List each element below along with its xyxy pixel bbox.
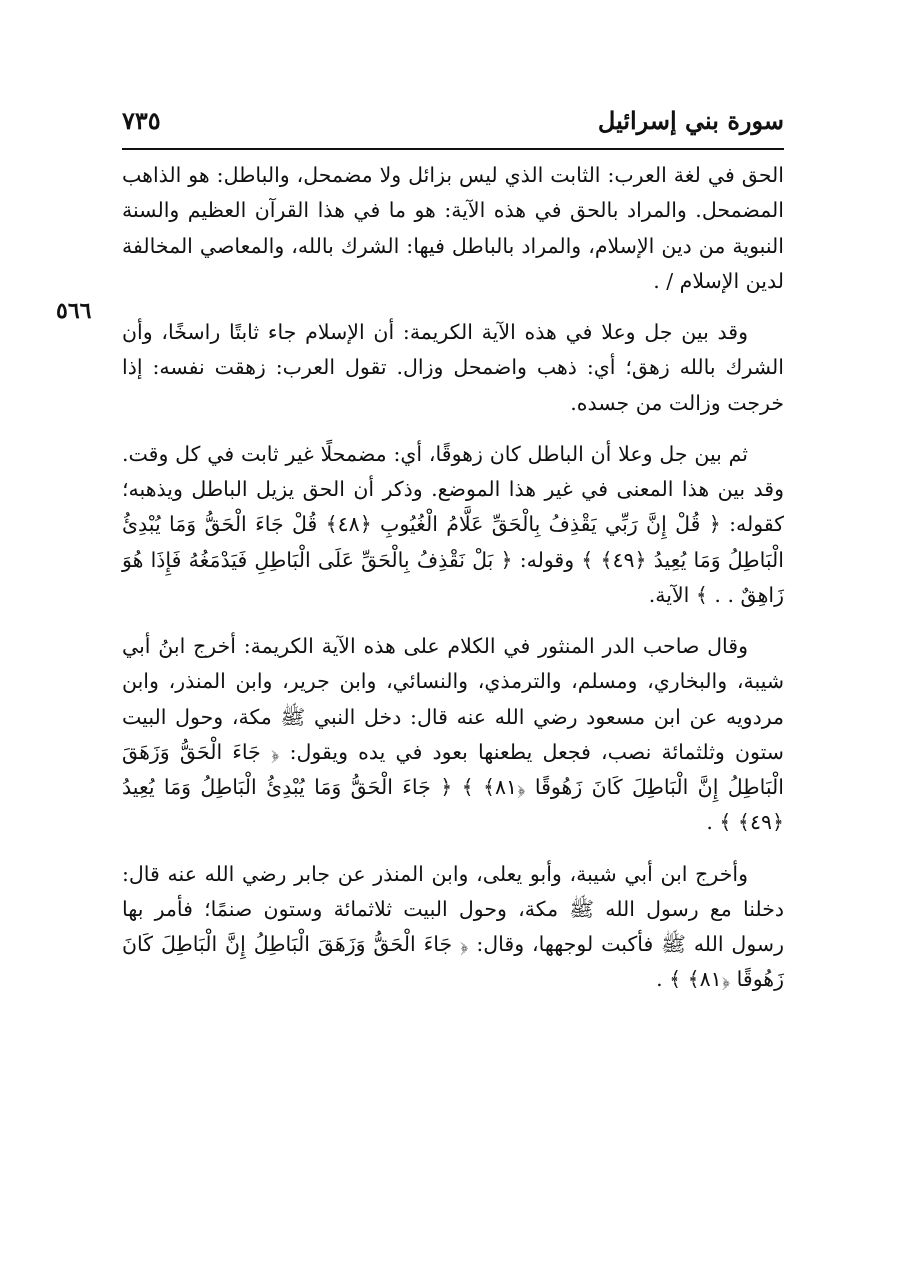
- paragraph-5: وأخرج ابن أبي شيبة، وأبو يعلى، وابن المنذر عن جابر رضي الله عنه قال: دخلنا مع رسول الله ﷺ مكة، وحول البيت ثلاثمائة وستون صنمًا؛ فأمر بها رسول الله ﷺ فأكبت لوجهها، وقال: ﴿ جَاءَ الْحَقُّ وَزَهَقَ الْبَاطِلُ إِنَّ الْبَاطِلَ كَانَ زَهُوقًا ﴿٨١﴾ ﴾ .: [122, 861, 784, 992]
- paragraph-3: ثم بين جل وعلا أن الباطل كان زهوقًا، أي: مضمحلًا غير ثابت في كل وقت. وقد بين هذا المعنى في غير هذا الموضع. وذكر أن الحق يزيل الباطل ويذهبه؛ كقوله: ﴿ قُلْ إِنَّ رَبِّي يَقْذِفُ بِالْحَقِّ عَلَّامُ الْغُيُوبِ ﴿٤٨﴾ قُلْ جَاءَ الْحَقُّ وَمَا يُبْدِئُ الْبَاطِلُ وَمَا يُعِيدُ ﴿٤٩﴾ ﴾ وقوله: ﴿ بَلْ نَقْذِفُ بِالْحَقِّ عَلَى الْبَاطِلِ فَيَدْمَغُهُ فَإِذَا هُوَ زَاهِقٌ . . ﴾ الآية.: [122, 441, 784, 607]
- paragraph-1: الحق في لغة العرب: الثابت الذي ليس بزائل ولا مضمحل، والباطل: هو الذاهب المضمحل. والمراد بالحق في هذه الآية: هو ما في هذا القرآن العظيم والسنة النبوية من دين الإسلام، والمراد بالباطل فيها: الشرك بالله، والمعاصي المخالفة لدين الإسلام / .: [122, 163, 784, 293]
- paragraph-2: وقد بين جل وعلا في هذه الآية الكريمة: أن الإسلام جاء ثابتًا راسخًا، وأن الشرك بالله زهق؛ أي: ذهب واضمحل وزال. تقول العرب: زهقت نفسه: إذا خرجت وزالت من جسده.: [122, 320, 784, 415]
- page-number: ٧٣٥: [122, 106, 161, 135]
- margin-page-reference: ٥٦٦: [56, 298, 92, 324]
- page-header: [122, 100, 784, 150]
- paragraph-4: وقال صاحب الدر المنثور في الكلام على هذه الآية الكريمة: أخرج ابنُ أبي شيبة، والبخاري، ومسلم، والترمذي، والنسائي، وابن جرير، وابن المنذر، وابن مردويه عن ابن مسعود رضي الله عنه قال: دخل النبي ﷺ مكة، وحول البيت ستون وثلثمائة نصب، فجعل يطعنها بعود في يده ويقول: ﴿ جَاءَ الْحَقُّ وَزَهَقَ الْبَاطِلُ إِنَّ الْبَاطِلَ كَانَ زَهُوقًا ﴿٨١﴾ ﴾ ﴿ جَاءَ الْحَقُّ وَمَا يُبْدِئُ الْبَاطِلُ وَمَا يُعِيدُ ﴿٤٩﴾ ﴾ .: [122, 634, 784, 835]
- body-text: [122, 158, 784, 1014]
- chapter-title: سورة بني إسرائيل: [597, 106, 784, 135]
